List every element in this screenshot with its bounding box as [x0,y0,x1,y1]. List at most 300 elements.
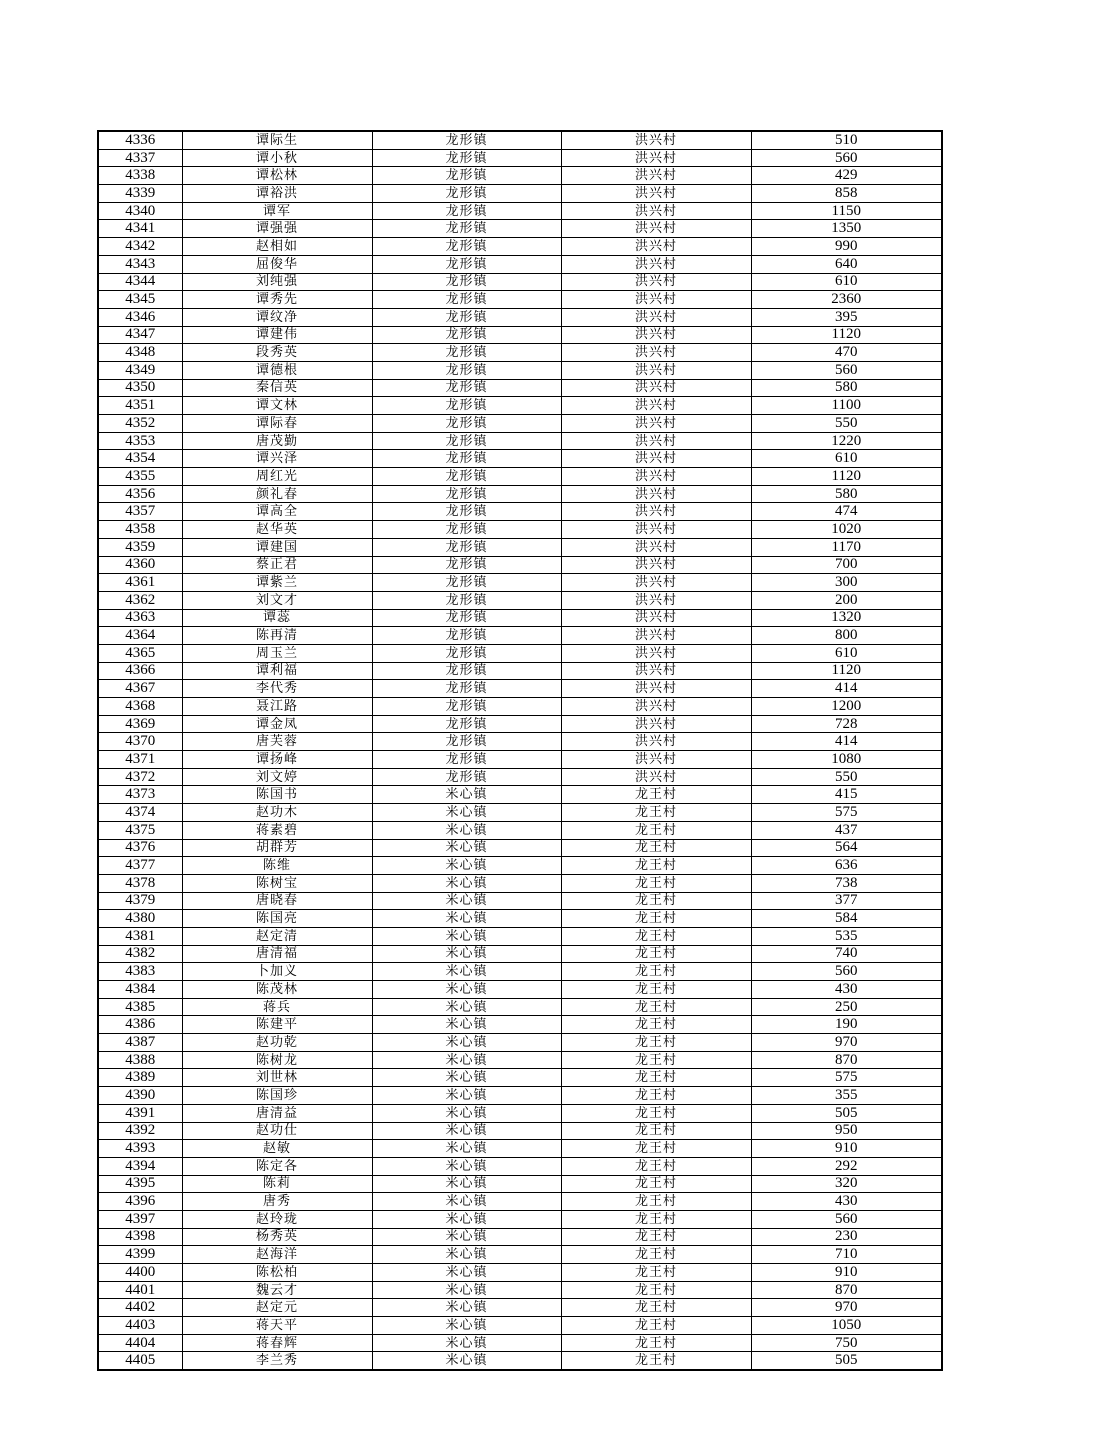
town-cell: 米心镇 [372,1051,561,1069]
amount-cell: 560 [751,963,942,981]
row-id-cell: 4343 [98,255,182,273]
name-cell: 唐秀 [182,1193,372,1211]
town-cell: 米心镇 [372,1034,561,1052]
village-cell: 龙王村 [561,874,751,892]
town-cell: 龙形镇 [372,149,561,167]
name-cell: 李兰秀 [182,1352,372,1370]
amount-cell: 1150 [751,202,942,220]
amount-cell: 990 [751,238,942,256]
name-cell: 唐清益 [182,1104,372,1122]
name-cell: 蒋素碧 [182,821,372,839]
table-row [98,1334,942,1352]
table-row [98,1246,942,1264]
name-cell: 谭小秋 [182,149,372,167]
table-row [98,1016,942,1034]
name-cell: 谭松林 [182,167,372,185]
village-cell: 洪兴村 [561,751,751,769]
table-row [98,1104,942,1122]
name-cell: 聂江路 [182,698,372,716]
town-cell: 龙形镇 [372,167,561,185]
table-row [98,857,942,875]
town-cell: 龙形镇 [372,415,561,433]
name-cell: 谭文林 [182,397,372,415]
row-id-cell: 4358 [98,521,182,539]
town-cell: 龙形镇 [372,662,561,680]
town-cell: 米心镇 [372,1016,561,1034]
town-cell: 龙形镇 [372,273,561,291]
table-row [98,1193,942,1211]
row-id-cell: 4376 [98,839,182,857]
table-row [98,821,942,839]
town-cell: 龙形镇 [372,680,561,698]
amount-cell: 200 [751,591,942,609]
name-cell: 蒋兵 [182,998,372,1016]
row-id-cell: 4379 [98,892,182,910]
village-cell: 洪兴村 [561,415,751,433]
amount-cell: 429 [751,167,942,185]
town-cell: 龙形镇 [372,432,561,450]
name-cell: 陈茂林 [182,981,372,999]
row-id-cell: 4371 [98,751,182,769]
row-id-cell: 4369 [98,715,182,733]
row-id-cell: 4347 [98,326,182,344]
row-id-cell: 4362 [98,591,182,609]
amount-cell: 580 [751,485,942,503]
table-row [98,397,942,415]
table-row [98,1122,942,1140]
row-id-cell: 4359 [98,538,182,556]
town-cell: 龙形镇 [372,220,561,238]
name-cell: 唐晓春 [182,892,372,910]
name-cell: 屈俊华 [182,255,372,273]
town-cell: 龙形镇 [372,185,561,203]
name-cell: 颜礼春 [182,485,372,503]
amount-cell: 970 [751,1299,942,1317]
row-id-cell: 4364 [98,627,182,645]
town-cell: 龙形镇 [372,291,561,309]
name-cell: 陈维 [182,857,372,875]
village-cell: 龙王村 [561,1299,751,1317]
amount-cell: 190 [751,1016,942,1034]
amount-cell: 474 [751,503,942,521]
village-cell: 龙王村 [561,981,751,999]
village-cell: 龙王村 [561,1317,751,1335]
amount-cell: 1080 [751,751,942,769]
village-cell: 龙王村 [561,945,751,963]
village-cell: 洪兴村 [561,131,751,149]
amount-cell: 1120 [751,662,942,680]
village-cell: 龙王村 [561,1175,751,1193]
table-row [98,202,942,220]
table-row [98,998,942,1016]
name-cell: 谭纹净 [182,308,372,326]
village-cell: 洪兴村 [561,397,751,415]
table-row [98,468,942,486]
village-cell: 洪兴村 [561,149,751,167]
row-id-cell: 4340 [98,202,182,220]
town-cell: 米心镇 [372,1210,561,1228]
town-cell: 米心镇 [372,839,561,857]
amount-cell: 870 [751,1051,942,1069]
name-cell: 赵功木 [182,804,372,822]
amount-cell: 430 [751,981,942,999]
village-cell: 洪兴村 [561,715,751,733]
name-cell: 陈国书 [182,786,372,804]
village-cell: 洪兴村 [561,379,751,397]
name-cell: 赵海洋 [182,1246,372,1264]
town-cell: 龙形镇 [372,131,561,149]
town-cell: 米心镇 [372,1317,561,1335]
village-cell: 洪兴村 [561,662,751,680]
roster-table-body [98,131,942,1370]
table-row [98,238,942,256]
table-row [98,556,942,574]
name-cell: 谭兴泽 [182,450,372,468]
village-cell: 龙王村 [561,910,751,928]
amount-cell: 550 [751,415,942,433]
village-cell: 洪兴村 [561,538,751,556]
row-id-cell: 4354 [98,450,182,468]
town-cell: 龙形镇 [372,556,561,574]
town-cell: 米心镇 [372,1193,561,1211]
amount-cell: 355 [751,1087,942,1105]
amount-cell: 800 [751,627,942,645]
row-id-cell: 4405 [98,1352,182,1370]
name-cell: 谭高全 [182,503,372,521]
town-cell: 米心镇 [372,998,561,1016]
name-cell: 陈松柏 [182,1264,372,1282]
table-row [98,255,942,273]
name-cell: 谭际生 [182,131,372,149]
town-cell: 龙形镇 [372,574,561,592]
village-cell: 洪兴村 [561,627,751,645]
village-cell: 洪兴村 [561,291,751,309]
row-id-cell: 4395 [98,1175,182,1193]
row-id-cell: 4380 [98,910,182,928]
row-id-cell: 4399 [98,1246,182,1264]
name-cell: 谭扬峰 [182,751,372,769]
name-cell: 赵定清 [182,927,372,945]
table-row [98,910,942,928]
name-cell: 谭裕洪 [182,185,372,203]
town-cell: 米心镇 [372,1087,561,1105]
town-cell: 米心镇 [372,1175,561,1193]
town-cell: 米心镇 [372,1246,561,1264]
name-cell: 赵定元 [182,1299,372,1317]
row-id-cell: 4352 [98,415,182,433]
village-cell: 龙王村 [561,1281,751,1299]
row-id-cell: 4345 [98,291,182,309]
amount-cell: 910 [751,1140,942,1158]
town-cell: 龙形镇 [372,733,561,751]
amount-cell: 750 [751,1334,942,1352]
village-cell: 洪兴村 [561,202,751,220]
village-cell: 洪兴村 [561,432,751,450]
name-cell: 谭蕊 [182,609,372,627]
town-cell: 龙形镇 [372,644,561,662]
table-row [98,1210,942,1228]
village-cell: 洪兴村 [561,609,751,627]
village-cell: 洪兴村 [561,644,751,662]
village-cell: 龙王村 [561,1264,751,1282]
row-id-cell: 4404 [98,1334,182,1352]
row-id-cell: 4356 [98,485,182,503]
town-cell: 米心镇 [372,1264,561,1282]
amount-cell: 610 [751,273,942,291]
table-row [98,1157,942,1175]
name-cell: 唐芙蓉 [182,733,372,751]
roster-table [97,130,943,1371]
town-cell: 龙形镇 [372,627,561,645]
town-cell: 龙形镇 [372,326,561,344]
amount-cell: 292 [751,1157,942,1175]
village-cell: 洪兴村 [561,503,751,521]
amount-cell: 230 [751,1228,942,1246]
amount-cell: 437 [751,821,942,839]
table-row [98,485,942,503]
amount-cell: 470 [751,344,942,362]
row-id-cell: 4344 [98,273,182,291]
name-cell: 赵敏 [182,1140,372,1158]
row-id-cell: 4377 [98,857,182,875]
town-cell: 龙形镇 [372,361,561,379]
table-row [98,1034,942,1052]
amount-cell: 700 [751,556,942,574]
village-cell: 龙王村 [561,1087,751,1105]
table-row [98,1317,942,1335]
amount-cell: 728 [751,715,942,733]
amount-cell: 1170 [751,538,942,556]
village-cell: 洪兴村 [561,255,751,273]
row-id-cell: 4353 [98,432,182,450]
row-id-cell: 4402 [98,1299,182,1317]
village-cell: 龙王村 [561,892,751,910]
row-id-cell: 4361 [98,574,182,592]
amount-cell: 584 [751,910,942,928]
name-cell: 蔡正君 [182,556,372,574]
amount-cell: 636 [751,857,942,875]
village-cell: 龙王村 [561,1104,751,1122]
name-cell: 谭金凤 [182,715,372,733]
name-cell: 刘文才 [182,591,372,609]
row-id-cell: 4392 [98,1122,182,1140]
village-cell: 洪兴村 [561,768,751,786]
village-cell: 龙王村 [561,1016,751,1034]
row-id-cell: 4346 [98,308,182,326]
amount-cell: 510 [751,131,942,149]
table-row [98,1281,942,1299]
village-cell: 洪兴村 [561,450,751,468]
name-cell: 周红光 [182,468,372,486]
town-cell: 龙形镇 [372,255,561,273]
town-cell: 龙形镇 [372,344,561,362]
name-cell: 李代秀 [182,680,372,698]
village-cell: 龙王村 [561,1034,751,1052]
name-cell: 刘文婷 [182,768,372,786]
table-row [98,627,942,645]
table-row [98,662,942,680]
village-cell: 龙王村 [561,998,751,1016]
table-row [98,839,942,857]
amount-cell: 250 [751,998,942,1016]
row-id-cell: 4349 [98,361,182,379]
table-row [98,273,942,291]
amount-cell: 610 [751,644,942,662]
row-id-cell: 4396 [98,1193,182,1211]
town-cell: 米心镇 [372,1299,561,1317]
amount-cell: 870 [751,1281,942,1299]
table-row [98,361,942,379]
amount-cell: 415 [751,786,942,804]
amount-cell: 1320 [751,609,942,627]
name-cell: 蒋春辉 [182,1334,372,1352]
table-row [98,680,942,698]
town-cell: 龙形镇 [372,521,561,539]
amount-cell: 640 [751,255,942,273]
row-id-cell: 4381 [98,927,182,945]
name-cell: 陈树宝 [182,874,372,892]
amount-cell: 970 [751,1034,942,1052]
town-cell: 米心镇 [372,981,561,999]
town-cell: 米心镇 [372,927,561,945]
row-id-cell: 4387 [98,1034,182,1052]
town-cell: 米心镇 [372,821,561,839]
amount-cell: 560 [751,361,942,379]
row-id-cell: 4360 [98,556,182,574]
amount-cell: 910 [751,1264,942,1282]
town-cell: 龙形镇 [372,768,561,786]
name-cell: 赵功乾 [182,1034,372,1052]
village-cell: 洪兴村 [561,574,751,592]
town-cell: 米心镇 [372,910,561,928]
amount-cell: 395 [751,308,942,326]
name-cell: 陈莉 [182,1175,372,1193]
village-cell: 洪兴村 [561,733,751,751]
amount-cell: 1350 [751,220,942,238]
town-cell: 龙形镇 [372,609,561,627]
row-id-cell: 4398 [98,1228,182,1246]
amount-cell: 1220 [751,432,942,450]
amount-cell: 414 [751,680,942,698]
amount-cell: 858 [751,185,942,203]
amount-cell: 575 [751,804,942,822]
table-row [98,1299,942,1317]
table-row [98,538,942,556]
row-id-cell: 4372 [98,768,182,786]
town-cell: 龙形镇 [372,379,561,397]
town-cell: 龙形镇 [372,397,561,415]
amount-cell: 1050 [751,1317,942,1335]
town-cell: 米心镇 [372,1157,561,1175]
village-cell: 龙王村 [561,1051,751,1069]
name-cell: 陈定各 [182,1157,372,1175]
table-row [98,963,942,981]
village-cell: 洪兴村 [561,308,751,326]
village-cell: 龙王村 [561,1210,751,1228]
row-id-cell: 4370 [98,733,182,751]
table-row [98,1069,942,1087]
town-cell: 龙形镇 [372,751,561,769]
amount-cell: 575 [751,1069,942,1087]
town-cell: 米心镇 [372,1122,561,1140]
row-id-cell: 4341 [98,220,182,238]
village-cell: 龙王村 [561,1157,751,1175]
name-cell: 赵华英 [182,521,372,539]
town-cell: 米心镇 [372,804,561,822]
village-cell: 洪兴村 [561,344,751,362]
row-id-cell: 4386 [98,1016,182,1034]
table-row [98,981,942,999]
town-cell: 米心镇 [372,1228,561,1246]
town-cell: 龙形镇 [372,485,561,503]
row-id-cell: 4363 [98,609,182,627]
row-id-cell: 4339 [98,185,182,203]
table-row [98,591,942,609]
name-cell: 刘纯强 [182,273,372,291]
table-row [98,1140,942,1158]
village-cell: 龙王村 [561,786,751,804]
name-cell: 唐清福 [182,945,372,963]
amount-cell: 1120 [751,326,942,344]
town-cell: 米心镇 [372,963,561,981]
table-row [98,927,942,945]
town-cell: 米心镇 [372,1069,561,1087]
row-id-cell: 4348 [98,344,182,362]
village-cell: 洪兴村 [561,468,751,486]
table-row [98,432,942,450]
town-cell: 龙形镇 [372,308,561,326]
village-cell: 洪兴村 [561,167,751,185]
table-row [98,308,942,326]
row-id-cell: 4390 [98,1087,182,1105]
name-cell: 谭利福 [182,662,372,680]
town-cell: 龙形镇 [372,450,561,468]
amount-cell: 710 [751,1246,942,1264]
table-row [98,1051,942,1069]
row-id-cell: 4400 [98,1264,182,1282]
table-row [98,291,942,309]
village-cell: 洪兴村 [561,238,751,256]
amount-cell: 1200 [751,698,942,716]
table-row [98,131,942,149]
village-cell: 洪兴村 [561,521,751,539]
table-row [98,185,942,203]
town-cell: 米心镇 [372,1104,561,1122]
table-row [98,698,942,716]
village-cell: 洪兴村 [561,220,751,238]
village-cell: 洪兴村 [561,485,751,503]
table-row [98,574,942,592]
amount-cell: 300 [751,574,942,592]
village-cell: 洪兴村 [561,185,751,203]
village-cell: 洪兴村 [561,361,751,379]
row-id-cell: 4368 [98,698,182,716]
row-id-cell: 4357 [98,503,182,521]
row-id-cell: 4366 [98,662,182,680]
name-cell: 谭军 [182,202,372,220]
row-id-cell: 4337 [98,149,182,167]
village-cell: 龙王村 [561,1069,751,1087]
table-row [98,326,942,344]
name-cell: 胡群芳 [182,839,372,857]
table-row [98,786,942,804]
name-cell: 杨秀英 [182,1228,372,1246]
village-cell: 洪兴村 [561,591,751,609]
table-row [98,945,942,963]
name-cell: 赵功仕 [182,1122,372,1140]
row-id-cell: 4375 [98,821,182,839]
village-cell: 龙王村 [561,821,751,839]
